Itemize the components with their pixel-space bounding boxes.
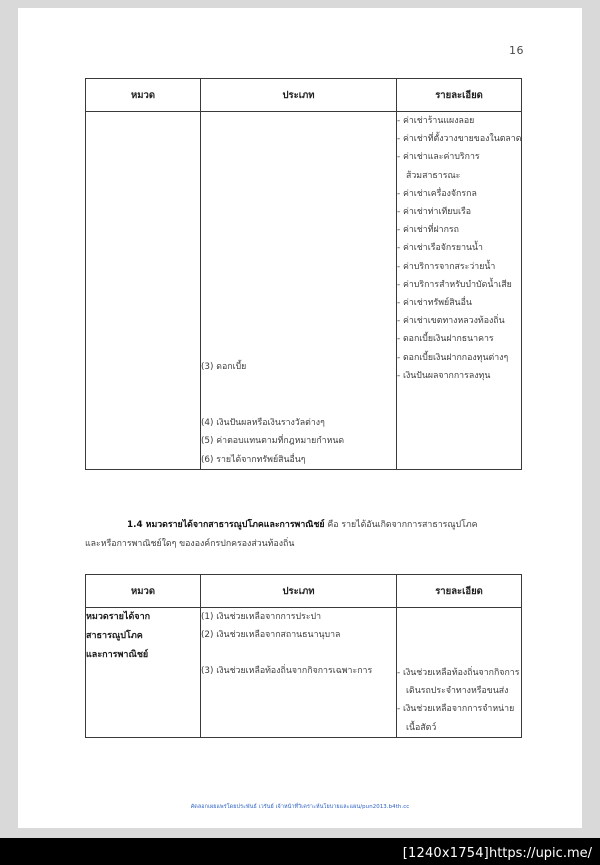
detail-item: - ค่าเช่าเรือจักรยานน้ำ: [397, 243, 483, 254]
header-type: ประเภท: [201, 79, 397, 112]
watermark-url: https://upic.me/: [488, 846, 592, 861]
detail-top-spacer: [397, 608, 521, 664]
detail-item: - ค่าเช่าทรัพย์สินอื่น: [397, 298, 472, 309]
detail-item: - เงินปันผลจากการลงทุน: [397, 370, 491, 381]
detail-item-cont: เนื้อสัตว์: [406, 722, 437, 733]
category-line: สาธารณูปโภค: [86, 631, 143, 641]
detail-item: - ค่าเช่าท่าเทียบเรือ: [397, 207, 472, 218]
revenue-table-1: [85, 78, 522, 470]
cell-category: [86, 608, 201, 738]
cell-category: [86, 112, 201, 470]
type-item: (2) เงินช่วยเหลือจากสถานธนานุบาล: [201, 630, 341, 641]
detail-item-cont: เดินรถประจำทางหรือขนส่ง: [406, 686, 509, 697]
type-group-spacer: [201, 644, 396, 662]
table-header-row: [86, 79, 522, 112]
detail-item: - ค่าเช่าร้านแผงลอย: [397, 116, 475, 126]
page-number: 16: [509, 44, 524, 57]
detail-item: - ดอกเบี้ยเงินฝากกองทุนต่างๆ: [397, 352, 509, 363]
detail-item: - ค่าบริการสำหรับบำบัดน้ำเสีย: [397, 279, 512, 290]
type-top-spacer: [201, 112, 396, 358]
cell-detail: [397, 112, 522, 470]
watermark-bar: [0, 838, 600, 865]
header-category: หมวด: [86, 79, 201, 112]
type-item: (3) ดอกเบี้ย: [201, 362, 247, 372]
footer-credit-text: คัดลอกเผยแพร่โดยประพันธ์ เวรันย์ เจ้าหน้าที่วิเคราะห์นโยบายและแผน/pun2013.b4th.cc: [190, 804, 410, 810]
detail-item: - ค่าเช่าเขตทางหลวงท้องถิ่น: [397, 316, 505, 327]
revenue-table-2: [85, 574, 522, 738]
type-mid-spacer: [201, 376, 396, 414]
type-item: (4) เงินปันผลหรือเงินรางวัลต่างๆ: [201, 418, 325, 429]
table-header-row: [86, 575, 522, 608]
type-item: (5) ค่าตอบแทนตามที่กฎหมายกำหนด: [201, 436, 345, 447]
detail-item: - ค่าเช่าที่ฝากรถ: [397, 225, 459, 236]
detail-item-cont: ส้วมสาธารณะ: [406, 170, 461, 181]
detail-item: - ค่าเช่าเครื่องจักรกล: [397, 188, 477, 199]
detail-item: - เงินช่วยเหลือท้องถิ่นจากกิจการ: [397, 668, 520, 678]
watermark-dimensions: [1240x1754]: [402, 846, 489, 861]
header-type: ประเภท: [201, 575, 397, 608]
category-line: และการพาณิชย์: [86, 650, 149, 660]
type-item: (3) เงินช่วยเหลือท้องถิ่นจากกิจการเฉพาะการ: [201, 666, 373, 677]
type-item: (6) รายได้จากทรัพย์สินอื่นๆ: [201, 454, 306, 465]
watermark-label: [403, 846, 592, 861]
cell-type: [201, 608, 397, 738]
category-line: หมวดรายได้จาก: [86, 612, 151, 622]
detail-item: - เงินช่วยเหลือจากการจำหน่าย: [397, 704, 515, 715]
detail-item: - ค่าเช่าที่ตั้งวางขายของในตลาด: [397, 134, 522, 145]
section-heading: 1.4 หมวดรายได้จากสาธารณูปโภคและการพาณิชย์: [127, 520, 325, 530]
cell-type: [201, 112, 397, 470]
detail-item: - ค่าบริการจากสระว่ายน้ำ: [397, 261, 496, 272]
paragraph-line-1: [85, 516, 532, 535]
detail-item: - ดอกเบี้ยเงินฝากธนาคาร: [397, 334, 494, 345]
type-item: (1) เงินช่วยเหลือจากการประปา: [201, 612, 322, 622]
section-1-4-paragraph: [85, 516, 532, 554]
header-detail: รายละเอียด: [397, 575, 522, 608]
detail-item: - ค่าเช่าและค่าบริการ: [397, 152, 480, 163]
table-row: [86, 608, 522, 738]
table-row: [86, 112, 522, 470]
paragraph-line-2: และหรือการพาณิชย์ใดๆ ขององค์กรปกครองส่วนท้องถิ่น: [85, 539, 295, 549]
header-category: หมวด: [86, 575, 201, 608]
paragraph-body-1: คือ รายได้อันเกิดจากการสาธารณูปโภค: [327, 520, 478, 530]
document-page: [18, 8, 582, 828]
cell-detail: [397, 608, 522, 738]
header-detail: รายละเอียด: [397, 79, 522, 112]
